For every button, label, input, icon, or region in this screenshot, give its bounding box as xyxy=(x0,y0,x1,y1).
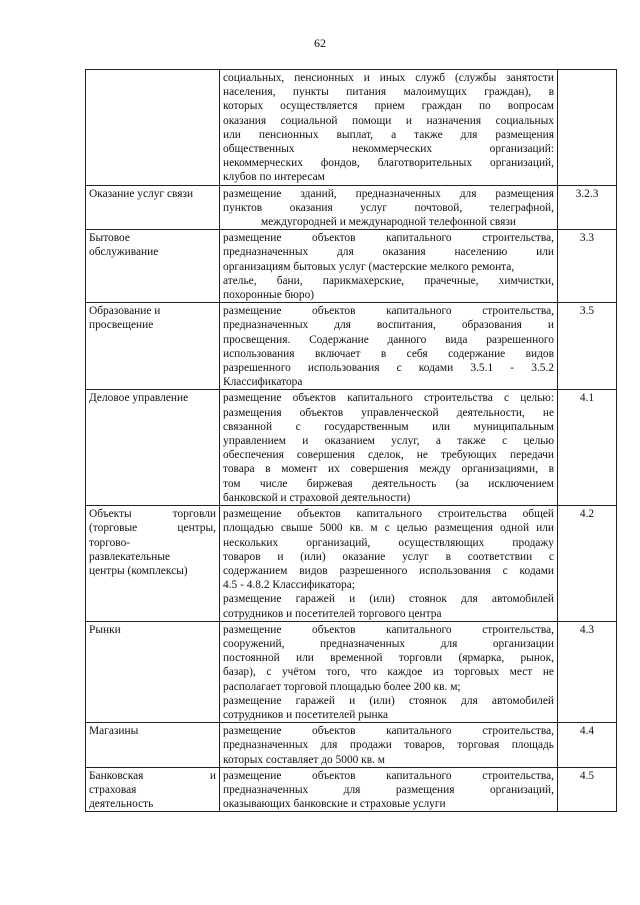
land-use-code-cell xyxy=(558,303,617,390)
land-use-code-cell xyxy=(558,70,617,186)
land-use-description-line: сотрудников и посетителей рынка xyxy=(223,708,389,721)
land-use-name-line: развлекательные xyxy=(89,550,171,563)
land-use-description-line: ателье, бани, парикмахерские, прачечные, химчистки, xyxy=(223,274,554,287)
table-row xyxy=(86,767,617,812)
land-use-description-line: постоянной или временной торговли (ярмарка, рынок, xyxy=(223,652,554,665)
land-use-code-cell xyxy=(558,390,617,506)
land-use-code-cell xyxy=(558,621,617,722)
land-use-code-cell xyxy=(558,723,617,768)
land-use-description-cell xyxy=(220,230,558,303)
land-use-description-line: похоронные бюро) xyxy=(223,289,315,302)
table-row xyxy=(86,506,617,622)
land-use-description-line: которых осуществляется прием граждан по вопросам xyxy=(223,100,554,113)
land-use-code-cell xyxy=(558,185,617,230)
land-use-description-cell xyxy=(220,390,558,506)
land-use-name-line: Банковская и xyxy=(89,769,216,782)
land-use-code: 3.2.3 xyxy=(575,187,599,200)
land-use-description-line: размещение объектов капитального строительства, xyxy=(223,305,554,318)
land-use-description-line: социальных, пенсионных и иных служб (службы занятости xyxy=(223,72,554,84)
land-use-name-cell xyxy=(86,390,220,506)
land-use-description-line: размещение объектов капитального строительства, xyxy=(223,769,554,782)
land-use-description-line: оказания социальной помощи и назначения социальных xyxy=(223,114,554,127)
land-use-description-line: располагает торговой площадью более 200 кв. м; xyxy=(223,680,461,693)
land-use-name-cell xyxy=(86,70,220,186)
table-row xyxy=(86,70,617,186)
land-use-name-cell xyxy=(86,185,220,230)
land-use-name-line: торгово- xyxy=(89,536,131,549)
land-use-description-line: площадью свыше 5000 кв. м с целью размещения одной или xyxy=(223,522,554,535)
land-use-description-line: Классификатора xyxy=(223,376,303,389)
land-use-description-line: клубов по интересам xyxy=(223,171,325,184)
page-number: 62 xyxy=(314,36,326,50)
land-use-description-line: разрешенного использования с кодами 3.5.1 - 3.5.2 xyxy=(223,362,554,375)
land-use-description-cell xyxy=(220,767,558,812)
land-use-description-line: размещение гаражей и (или) стоянок для автомобилей xyxy=(223,694,554,707)
land-use-description-line: которых составляет до 5000 кв. м xyxy=(223,753,385,766)
land-use-code: 4.4 xyxy=(579,725,595,738)
land-use-description-cell xyxy=(220,303,558,390)
land-use-description-line: размещение объектов капитального строительства, xyxy=(223,725,554,738)
land-use-name-cell xyxy=(86,230,220,303)
land-use-name-cell xyxy=(86,621,220,722)
table-row xyxy=(86,390,617,506)
land-use-description-cell xyxy=(220,70,558,186)
land-use-code: 4.2 xyxy=(579,508,595,521)
land-use-description-line: населения, пункты питания малоимущих граждан), в xyxy=(223,86,554,99)
land-use-description-line: оказывающих банковские и страховые услуги xyxy=(223,798,446,811)
land-use-name-line: обслуживание xyxy=(89,246,159,259)
land-use-name-cell xyxy=(86,303,220,390)
land-use-description-line: размещение объектов капитального строительства, xyxy=(223,623,554,636)
land-use-description-line: некоммерческих фондов, благотворительных организаций, xyxy=(223,157,554,170)
land-use-code: 3.3 xyxy=(579,232,595,245)
land-use-name-cell xyxy=(86,506,220,622)
land-use-name-cell xyxy=(86,767,220,812)
land-use-code-cell xyxy=(558,230,617,303)
land-use-description-line: размещение гаражей и (или) стоянок для автомобилей xyxy=(223,593,554,606)
land-use-description-line: содержанием видов разрешенного использования с кодами xyxy=(223,564,554,577)
table-row xyxy=(86,723,617,768)
land-use-description-line: сооружений, предназначенных для организации xyxy=(223,637,554,650)
table-body xyxy=(86,70,617,812)
land-use-code: 4.1 xyxy=(579,392,595,405)
land-use-description-line: банковской и страховой деятельности) xyxy=(223,491,411,504)
land-use-code: 4.3 xyxy=(579,623,595,636)
land-use-description-cell xyxy=(220,621,558,722)
land-use-description-line: или пенсионных выплат, а также для размещения xyxy=(223,128,554,141)
land-use-name-line: (торговые центры, xyxy=(89,522,216,535)
land-use-name-line: Деловое управление xyxy=(89,392,189,405)
land-use-name-line: Бытовое xyxy=(89,232,130,245)
land-use-description-cell xyxy=(220,723,558,768)
land-use-name-line: Рынки xyxy=(89,623,121,636)
land-use-table xyxy=(85,69,617,812)
land-use-description-line: размещения объектов управленческой деятельности, не xyxy=(223,406,554,419)
land-use-code-cell xyxy=(558,506,617,622)
land-use-description-line: предназначенных для размещения организаций, xyxy=(223,783,554,796)
table-row xyxy=(86,230,617,303)
land-use-name-line: страховая xyxy=(89,783,137,796)
land-use-description-line: организациям бытовых услуг (мастерские мелкого ремонта, xyxy=(223,260,515,273)
land-use-description-line: междугородней и международной телефонной связи xyxy=(261,216,516,229)
land-use-description-line: связанной с государственным или муниципальным xyxy=(223,420,554,433)
land-use-description-line: товара в момент их совершения между организациями, в xyxy=(223,463,554,476)
land-use-name-line: Магазины xyxy=(89,725,139,738)
land-use-description-line: пунктов оказания услуг почтовой, телеграфной, xyxy=(223,201,554,214)
land-use-code-cell xyxy=(558,767,617,812)
land-use-description-line: базар), с учётом того, что каждое из торговых мест не xyxy=(223,666,554,679)
land-use-description-line: том числе биржевая деятельность (за исключением xyxy=(223,477,554,490)
land-use-name-line: просвещение xyxy=(89,319,154,332)
land-use-description-line: предназначенных для оказания населению или xyxy=(223,246,554,259)
land-use-name-cell xyxy=(86,723,220,768)
land-use-name-line: центры (комплексы) xyxy=(89,564,188,577)
land-use-description-line: предназначенных для воспитания, образования и xyxy=(223,319,554,332)
table-row xyxy=(86,303,617,390)
land-use-name-line: Образование и xyxy=(89,305,161,318)
land-use-code: 4.5 xyxy=(579,769,595,782)
land-use-description-line: предназначенных для продажи товаров, торговая площадь xyxy=(223,739,554,752)
table-row xyxy=(86,185,617,230)
land-use-name-line: деятельность xyxy=(89,798,154,811)
land-use-description-line: использования включает в себя содержание видов xyxy=(223,347,554,360)
land-use-description-line: 4.5 - 4.8.2 Классификатора; xyxy=(223,579,355,592)
land-use-description-line: обеспечения совершения сделок, не требующих передачи xyxy=(223,449,554,462)
land-use-code: 3.5 xyxy=(579,305,595,318)
land-use-description-line: размещение объектов капитального строительства с целью: xyxy=(223,392,554,405)
land-use-description-line: сотрудников и посетителей торгового центра xyxy=(223,607,442,620)
land-use-description-line: размещение зданий, предназначенных для размещения xyxy=(223,187,554,200)
land-use-description-line: размещение объектов капитального строительства общей xyxy=(223,508,554,521)
land-use-description-line: управлением и оказанием услуг, а также с целью xyxy=(223,435,554,448)
land-use-description-line: размещение объектов капитального строительства, xyxy=(223,232,554,245)
land-use-description-cell xyxy=(220,185,558,230)
land-use-description-line: просвещения. Содержание данного вида разрешенного xyxy=(223,333,554,346)
land-use-name-line: Оказание услуг связи xyxy=(89,187,194,200)
land-use-description-line: товаров и (или) оказание услуг в соответствии с xyxy=(223,550,554,563)
land-use-description-cell xyxy=(220,506,558,622)
land-use-name-line: Объекты торговли xyxy=(89,508,216,521)
land-use-description-line: нескольких организаций, осуществляющих продажу xyxy=(223,536,554,549)
land-use-description-line: общественных некоммерческих организаций: xyxy=(223,143,554,156)
table-row xyxy=(86,621,617,722)
